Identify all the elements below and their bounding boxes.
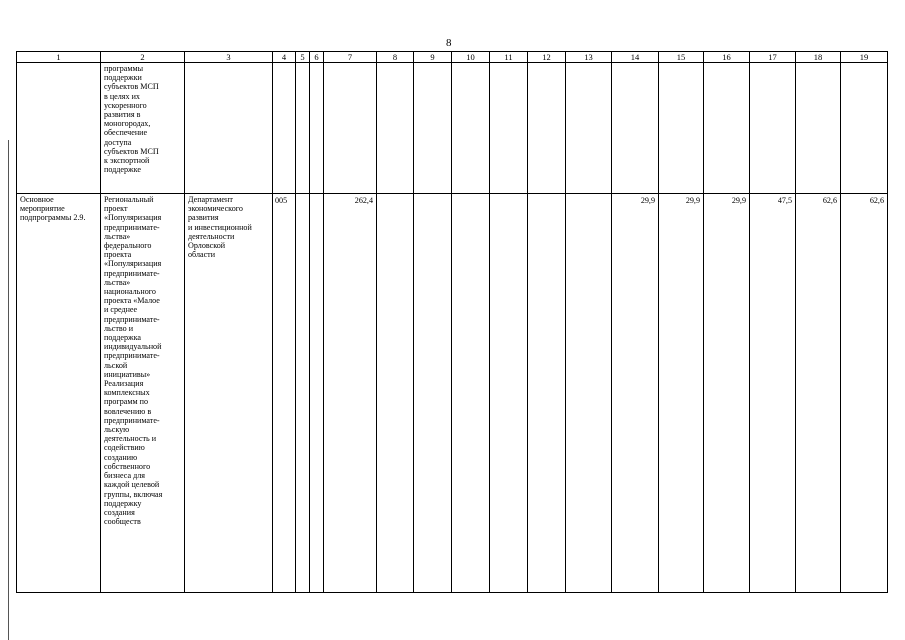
measure-description: Региональный проект «Популяризация предпринимате- льства» федерального проекта «Популяризация предпринимате- льства» национального проекта «Малое и среднее предпринимате- льство и поддержка индивидуальной предпринимате- льской инициативы» Реализация комплексных программ по вовлечению в предпринимате- льскую деятельность и содействию созданию собственного бизнеса для каждой целевой группы, включая поддержку создания сообществ (104, 195, 163, 527)
header-cell: 14 (612, 52, 659, 63)
header-cell: 18 (796, 52, 841, 63)
table-cell (185, 194, 273, 593)
table-cell (310, 194, 324, 593)
table-cell (841, 194, 888, 593)
header-cell: 19 (841, 52, 888, 63)
header-cell: 9 (414, 52, 452, 63)
header-cell: 3 (185, 52, 273, 63)
amount-cell: 62,6 (822, 196, 837, 205)
header-cell: 4 (273, 52, 296, 63)
header-cell: 1 (17, 52, 101, 63)
header-row (17, 52, 888, 63)
table-cell (841, 63, 888, 194)
header-cell: 8 (377, 52, 414, 63)
table-row (17, 63, 888, 194)
table-cell (296, 194, 310, 593)
table-cell (17, 63, 101, 194)
table-cell (185, 63, 273, 194)
page-number: 8 (446, 37, 452, 49)
table-cell (377, 63, 414, 194)
table-cell (296, 63, 310, 194)
grbs-code: 005 (275, 196, 288, 205)
header-cell: 6 (310, 52, 324, 63)
table-cell (377, 194, 414, 593)
header-cell: 17 (750, 52, 796, 63)
table-cell (17, 194, 101, 593)
header-cell: 13 (566, 52, 612, 63)
amount-cell: 29,9 (640, 196, 655, 205)
table-cell (659, 194, 704, 593)
table-cell (528, 63, 566, 194)
table-cell (273, 63, 296, 194)
amount-cell: 29,9 (731, 196, 746, 205)
table-cell (101, 63, 185, 194)
header-cell: 16 (704, 52, 750, 63)
measure-description: программы поддержки субъектов МСП в целях их ускоренного развития в моногородах, обеспечение доступа субъектов МСП к экспортной поддержке (104, 64, 159, 175)
header-cell: 2 (101, 52, 185, 63)
table-cell (612, 63, 659, 194)
amount-cell: 47,5 (777, 196, 792, 205)
header-cell: 11 (490, 52, 528, 63)
table-cell (612, 194, 659, 593)
header-cell: 10 (452, 52, 490, 63)
amount-cell: 29,9 (685, 196, 700, 205)
table-cell (566, 63, 612, 194)
budget-table (16, 51, 888, 593)
table-cell (414, 194, 452, 593)
table-cell (704, 63, 750, 194)
table-cell (750, 63, 796, 194)
margin-line (8, 140, 9, 640)
table-cell (324, 194, 377, 593)
table-cell (310, 63, 324, 194)
table-row (17, 194, 888, 593)
measure-code: Основное мероприятие подпрограммы 2.9. (20, 195, 86, 223)
table-cell (704, 194, 750, 593)
header-cell: 5 (296, 52, 310, 63)
responsible-executor: Департамент экономического развития и инвестиционной деятельности Орловской области (188, 195, 252, 260)
table-cell (273, 194, 296, 593)
table-cell (101, 194, 185, 593)
table-cell (324, 63, 377, 194)
header-cell: 12 (528, 52, 566, 63)
header-cell: 15 (659, 52, 704, 63)
total-amount: 262,4 (354, 196, 373, 205)
table-cell (490, 194, 528, 593)
table-cell (796, 63, 841, 194)
table-cell (414, 63, 452, 194)
table-cell (528, 194, 566, 593)
header-cell: 7 (324, 52, 377, 63)
table-cell (659, 63, 704, 194)
table-cell (566, 194, 612, 593)
table-cell (750, 194, 796, 593)
table-cell (490, 63, 528, 194)
table-cell (452, 63, 490, 194)
amount-cell: 62,6 (869, 196, 884, 205)
table-cell (796, 194, 841, 593)
table-cell (452, 194, 490, 593)
